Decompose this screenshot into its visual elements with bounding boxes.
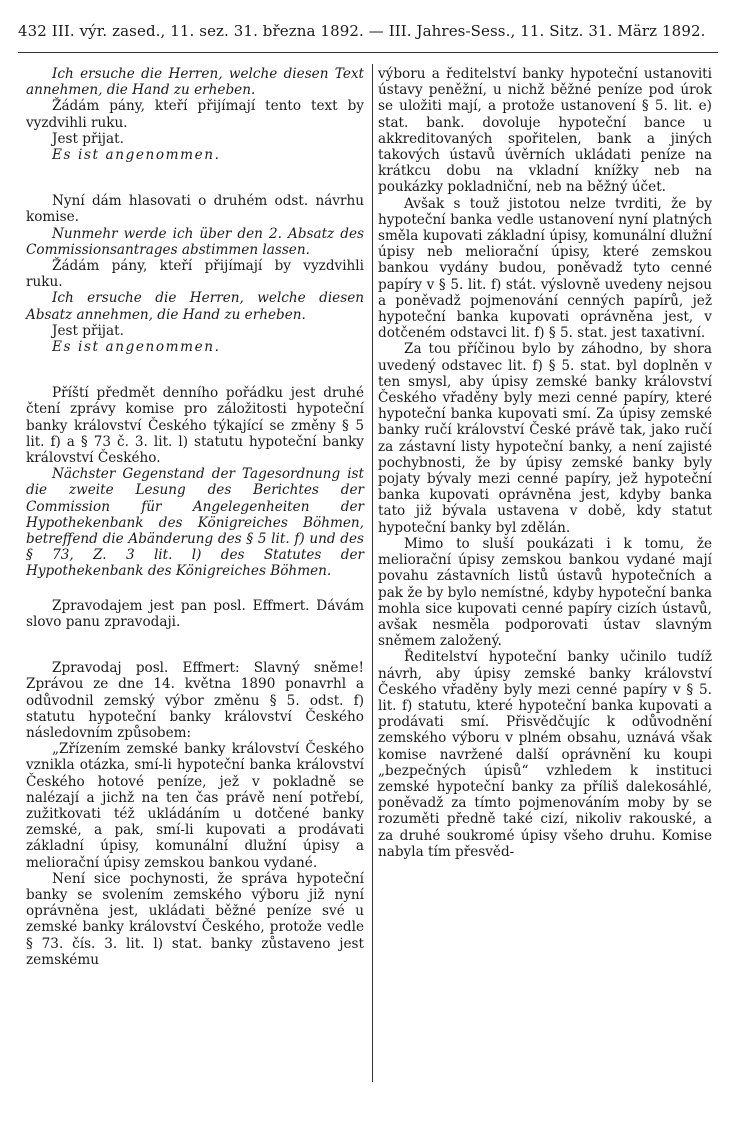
paragraph: Žádám pány, kteří přijímají tento text by vyzdvihli ruku. xyxy=(26,98,364,131)
paragraph: Avšak s touž jistotou nelze tvrditi, že by hypoteční banka vedle ustanovení nyní platných směla kupovati základní úpisy, komunální dlužní úpisy neb meliorační úpisy, které zemskou bankou vydány budou, poněvadž tyto cenné papíry v § 5. lit. f) stát. výslovně uvedeny nejsou a poněvadž pojmenování cenných papírů, jež hypoteční banka kupovati oprávněna jest, v dotčeném odstavci lit. f) § 5. stat. jest taxativní. xyxy=(378,195,712,342)
paragraph: Nunmehr werde ich über den 2. Absatz des Commissionsantrages abstimmen lassen. xyxy=(26,225,364,258)
paragraph: „Zřízením zemské banky království Českého vznikla otázka, smí-li hypoteční banka království Českého hotové peníze, jež v pokladně se nalézají a jichž na ten čas právě není potřebí, zužitkovati též ukládáním u dotčené banky zemské, a pak, smí-li kupovati a prodávati základní úpisy, komunální dlužní úpisy a meliorační úpisy zemskou bankou vydané. xyxy=(26,741,364,871)
paragraph: Ich ersuche die Herren, welche diesen Absatz annehmen, die Hand zu erheben. xyxy=(26,290,364,323)
paragraph: Ich ersuche die Herren, welche diesen Text annehmen, die Hand zu erheben. xyxy=(26,66,364,99)
paragraph: Jest přijat. xyxy=(52,322,124,339)
paragraph: Zpravodaj posl. Effmert: Slavný sněme! Zprávou ze dne 14. května 1890 ponavrhl a odůvodnil zemský výbor změnu § 5. odst. f) statutu hypoteční banky království Českého následovním způsobem: xyxy=(26,660,364,741)
paragraph: výboru a ředitelství banky hypoteční ustanoviti ústavy peněžní, u nichž běžné peníze pod úrok se uložiti mají, a protože ustanovení § 5. lit. e) stat. bank. dovoluje hypoteční bance u akkreditovaných spořitelen, bank a jiných takových ústavů úvěrních ukládati peníze na krátkcu dobu na vkladní knížky neb na poukázky pokladniční, neb na běžný účet. xyxy=(378,66,712,196)
paragraph: Za tou příčinou bylo by záhodno, by shora uvedený odstavec lit. f) § 5. stat. byl doplněn v ten smysl, aby úpisy zemské banky království Českého vřaděny byly mezi cenné papíry, které hypoteční banka kupovati smí. Za úpisy zemské banky ručí království České právě tak, jako ručí za zástavní listy hypoteční banky, a není zajisté pochybnosti, že by úpisy zemské banky byly pojaty bývaly mezi cenné papíry, jež hypoteční banka kupovati oprávněna jest, kdyby banka tato již bývala ustavena v době, kdy statut hypoteční banky byl zdělán. xyxy=(378,341,712,536)
paragraph: Žádám pány, kteří přijímají by vyzdvihli ruku. xyxy=(26,258,364,291)
paragraph: Příští předmět denního pořádku jest druhé čtení zprávy komise pro záložitosti hypoteční banky království Českého týkající se změny § 5 lit. f) a § 73 č. 3. lit. l) statutu hypoteční banky království Českého. xyxy=(26,385,364,467)
right-column xyxy=(378,66,712,860)
running-header: 432 III. výr. zased., 11. sez. 31. března 1892. — III. Jahres-Sess., 11. Sitz. 31. März 1892. xyxy=(18,22,706,40)
left-column xyxy=(26,66,364,968)
header-rule xyxy=(18,52,718,53)
paragraph: Nyní dám hlasovati o druhém odst. návrhu komise. xyxy=(26,193,364,226)
column-divider xyxy=(372,64,373,1082)
paragraph: Ředitelství hypoteční banky učinilo tudíž návrh, aby úpisy zemské banky království Českého vřaděny byly mezi cenné papíry v § 5. lit. f) statutu, které hypoteční banka kupovati a prodávati smí. Přisvědčujíc k odůvodnění zemského výboru v plném obsahu, uznává však komise navržené další oprávnění ku koupi „bezpečných úpisů“ vzhledem k instituci zemské hypoteční banky za příliš dalekosáhlé, poněvadž za tímto pojmenováním moby by se rozuměti předně také cizí, nikoliv rakouské, a za druhé soukromé úpisy všeho druhu. Komise nabyla tím přesvěd- xyxy=(378,649,712,860)
paragraph: Es ist angenommen. xyxy=(52,339,221,356)
paragraph: Není sice pochynosti, že správa hypoteční banky se svolením zemského výboru již nyní oprávněna jest, ukládati běžné peníze své u zemské banky království Českého, protože vedle § 73. čís. 3. lit. l) stat. banky zůstaveno jest zemskému xyxy=(26,870,364,968)
paragraph: Nächster Gegenstand der Tagesordnung ist die zweite Lesung des Berichtes der Commission für Angelegenheiten der Hypothekenbank des Königreiches Böhmen, betreffend die Abänderung des § 5 lit. f) und des § 73, Z. 3 lit. l) des Statutes der Hypothekenbank des Königreiches Böhmen. xyxy=(26,466,364,580)
paragraph: Jest přijat. xyxy=(52,130,124,147)
paragraph: Es ist angenommen. xyxy=(52,147,221,164)
paragraph: Zpravodajem jest pan posl. Effmert. Dávám slovo panu zpravodaji. xyxy=(26,597,364,630)
paragraph: Mimo to sluší poukázati i k tomu, že meliorační úpisy zemskou bankou vydané mají povahu zástavních listů ústavů hypotečních a pak že by bylo nemístné, kdyby hypoteční banka mohla sice kupovati cenné papíry cizích ústavů, avšak nesměla podporovati ústav slavným sněmem založený. xyxy=(378,535,712,650)
